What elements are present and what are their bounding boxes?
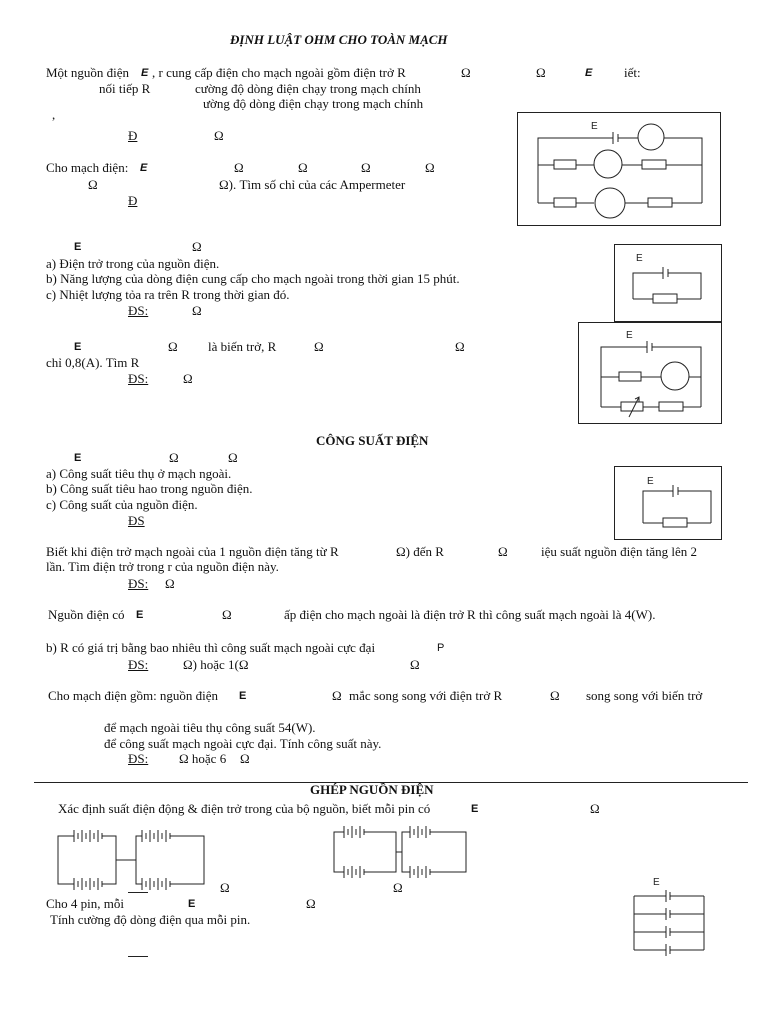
p9-figure-a-ohm: Ω (220, 880, 230, 895)
p8-line3: để công suất mạch ngoài cực đại. Tính công suất này. (104, 736, 382, 751)
emf-label: E (626, 330, 633, 341)
emf-label: E (647, 476, 654, 487)
p5-ohm-2: Ω (228, 450, 238, 465)
cell-row-b-bottom-2 (410, 866, 430, 878)
circuit-figure-5 (630, 876, 710, 956)
cell-row-a-top-2 (142, 830, 170, 842)
p4-ohm-3: Ω (455, 339, 465, 354)
p8-answer-label: ĐS: (128, 751, 149, 766)
p7-ohm: Ω (222, 607, 232, 622)
p7-answer-text: Ω) hoặc 1(Ω (183, 657, 249, 672)
p7-emf-symbol: E (136, 609, 144, 621)
p2-emf-symbol: E (140, 162, 148, 174)
section-heading-battery-combination: GHÉP NGUỒN ĐIỆN (310, 782, 434, 797)
cell-row-b-top-2 (410, 826, 430, 838)
p10-line2: Tính cường độ dòng điện qua mỗi pin. (50, 912, 251, 927)
p7-line2a: b) R có giá trị bằng bao nhiêu thì công suất mạch ngoài cực đại (46, 640, 376, 655)
emf-label: E (591, 121, 598, 132)
circuit-diagram-1 (518, 113, 720, 225)
p4-text1: là biến trở, R (208, 339, 277, 354)
p8-line1b: mắc song song với điện trở R (349, 688, 503, 703)
p10-line1: Cho 4 pin, mỗi (46, 896, 125, 911)
p2-ohm-5: Ω (88, 177, 98, 192)
p1-line1c: iết: (624, 65, 641, 80)
p10-emf-symbol: E (188, 898, 196, 910)
cell-row-b-bottom (344, 866, 364, 878)
cell-row-a-top (74, 830, 102, 842)
cell-row-a-bottom-2 (142, 878, 170, 890)
section-heading-power: CÔNG SUẤT ĐIỆN (316, 433, 429, 448)
p5-ohm-1: Ω (169, 450, 179, 465)
p4-answer-ohm: Ω (183, 371, 193, 386)
p1-line2b: cường độ dòng điện chạy trong mạch chính (195, 81, 421, 96)
p5-answer-label: ĐS (128, 513, 145, 528)
p4-line2: chỉ 0,8(A). Tìm R (46, 355, 140, 370)
p2-line1: Cho mạch điện: (46, 160, 129, 175)
p8-line1c: song song với biến trở (586, 688, 703, 703)
circuit-figure-1 (517, 112, 721, 226)
p8-answer-text: Ω hoặc 6 (179, 751, 227, 766)
p7-answer-label: ĐS: (128, 657, 149, 672)
circuit-diagram-3 (579, 323, 721, 423)
p2-ohm-2: Ω (298, 160, 308, 175)
blank-underline (128, 892, 148, 893)
p2-ohm-1: Ω (234, 160, 244, 175)
p3-c: c) Nhiệt lượng tỏa ra trên R trong thời gian đó. (46, 287, 290, 302)
p2-ohm-3: Ω (361, 160, 371, 175)
p2-answer-label: Đ (128, 193, 138, 208)
p9-line1: Xác định suất điện động & điện trở trong của bộ nguồn, biết mỗi pin có (58, 801, 431, 816)
p1-emf-symbol-2: E (585, 67, 593, 79)
circuit-diagram-2 (615, 245, 721, 321)
p5-emf-symbol: E (74, 452, 82, 464)
cell-row-a-bottom (74, 878, 102, 890)
circuit-diagram-4 (615, 467, 721, 539)
p4-answer-label: ĐS: (128, 371, 149, 386)
p3-ohm: Ω (192, 239, 202, 254)
p3-b: b) Năng lượng của dòng điện cung cấp cho mạch ngoài trong thời gian 15 phút. (46, 271, 460, 286)
emf-label: E (636, 253, 643, 264)
p6-line1b: Ω) đến R (396, 544, 444, 559)
p1-line2a: nối tiếp R (99, 81, 151, 96)
p8-emf-symbol: E (239, 690, 247, 702)
p8-line1a: Cho mạch điện gồm: nguồn điện (48, 688, 219, 703)
p1-line1: Một nguồn điện (46, 65, 130, 80)
emf-label: E (653, 877, 660, 888)
p1-ohm-1: Ω (461, 65, 471, 80)
p4-ohm-2: Ω (314, 339, 324, 354)
p7-line1a: Nguồn điện có (48, 607, 125, 622)
p8-answer-ohm: Ω (240, 751, 250, 766)
p10-ohm: Ω (306, 896, 316, 911)
p7-line1b: ấp điện cho mạch ngoài là điện trở R thì công suất mạch ngoài là 4(W). (284, 607, 656, 622)
p6-ohm: Ω (498, 544, 508, 559)
answer-underline (128, 956, 148, 957)
p6-answer-ohm: Ω (165, 576, 175, 591)
circuit-figure-3 (578, 322, 722, 424)
p5-c: c) Công suất của nguồn điện. (46, 497, 198, 512)
parallel-cell-1 (634, 890, 704, 902)
p6-line1a: Biết khi điện trở mạch ngoài của 1 nguồn điện tăng từ R (46, 544, 339, 559)
p1-answer-label: Đ (128, 128, 138, 143)
cell-row-b-top (344, 826, 364, 838)
p4-emf-symbol: E (74, 341, 82, 353)
p1-line1b: , r cung cấp điện cho mạch ngoài gồm điện trở R (152, 65, 406, 80)
parallel-cell-3 (634, 926, 704, 938)
battery-bank-figure-b (330, 826, 480, 882)
p2-line2: Ω). Tìm số chỉ của các Ampermeter (219, 177, 406, 192)
p3-a: a) Điện trở trong của nguồn điện. (46, 256, 220, 271)
p6-line1c: iệu suất nguồn điện tăng lên 2 (541, 544, 697, 559)
p1-line3: ường độ dòng điện chạy trong mạch chính (203, 96, 424, 111)
p3-answer-label: ĐS: (128, 303, 149, 318)
page-title: ĐỊNH LUẬT OHM CHO TOÀN MẠCH (230, 32, 448, 47)
circuit-figure-2 (614, 244, 722, 322)
p9-ohm: Ω (590, 801, 600, 816)
p8-ohm-2: Ω (550, 688, 560, 703)
p3-answer-ohm: Ω (192, 303, 202, 318)
parallel-cell-2 (634, 908, 704, 920)
p6-line2: lần. Tìm điện trở trong r của nguồn điện này. (46, 559, 279, 574)
circuit-figure-4 (614, 466, 722, 540)
p7-power-symbol: P (437, 642, 445, 654)
p3-emf-symbol: E (74, 241, 82, 253)
battery-bank-figure-a (54, 826, 264, 896)
p6-answer-label: ĐS: (128, 576, 149, 591)
p1-emf-symbol: E (141, 67, 149, 79)
p4-ohm-1: Ω (168, 339, 178, 354)
p7-answer-ohm: Ω (410, 657, 420, 672)
p2-ohm-4: Ω (425, 160, 435, 175)
p1-ohm-2: Ω (536, 65, 546, 80)
p1-comma: , (52, 107, 56, 122)
p1-answer-ohm: Ω (214, 128, 224, 143)
p5-b: b) Công suất tiêu hao trong nguồn điện. (46, 481, 253, 496)
p9-emf-symbol: E (471, 803, 479, 815)
parallel-cell-4 (634, 944, 704, 956)
p8-ohm-1: Ω (332, 688, 342, 703)
p9-figure-b-ohm: Ω (393, 880, 403, 895)
p8-line2: để mạch ngoài tiêu thụ công suất 54(W). (104, 720, 316, 735)
p5-a: a) Công suất tiêu thụ ở mạch ngoài. (46, 466, 232, 481)
